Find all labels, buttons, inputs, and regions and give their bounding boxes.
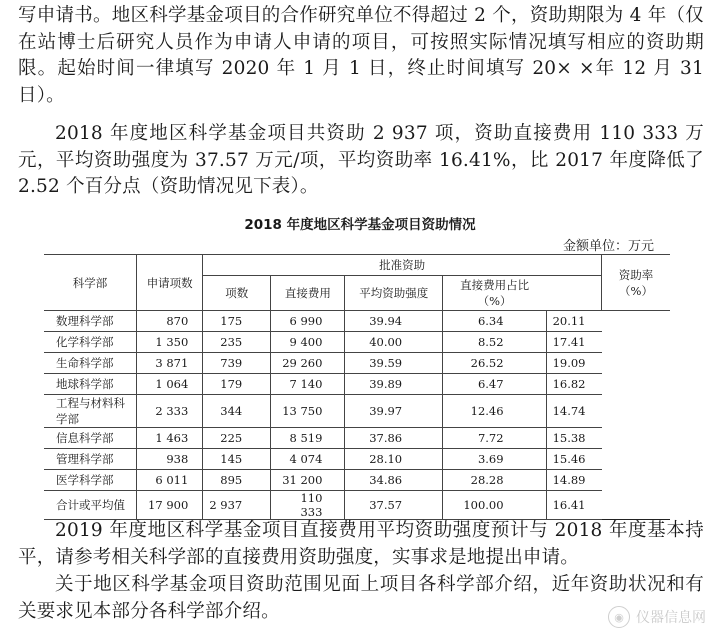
cell-count: 179 (203, 374, 271, 395)
watermark (608, 606, 706, 628)
cell-direct-funding: 29 260 (271, 353, 345, 374)
instrument-logo-icon: ◉ (608, 606, 630, 628)
cell-applications: 2 333 (137, 395, 203, 428)
header-applications: 申请项数 (137, 255, 203, 311)
table-title: 2018 年度地区科学基金项目资助情况 (244, 217, 476, 233)
intro-paragraph-continuation: 写申请书。地区科学基金项目的合作研究单位不得超过 2 个，资助期限为 4 年（仅在站博士后研究人员作为申请人申请的项目，可按照实际情况填写相应的资助期限。起始时间一律填写 2020 年 1 月 1 日，终止时间填写 20× ×年 12 月 31 日）。 (18, 5, 704, 106)
cell-applications: 3 871 (137, 353, 203, 374)
cell-department: 生命科学部 (44, 353, 137, 374)
cell-direct-funding: 4 074 (271, 449, 345, 470)
header-share-line2: （%） (477, 294, 512, 308)
cell-rate: 16.41 (546, 491, 601, 520)
cell-department: 地球科学部 (44, 374, 137, 395)
cell-rate: 19.09 (546, 353, 601, 374)
header-rate (602, 255, 671, 311)
outlook-paragraph: 2019 年度地区科学基金项目直接费用平均资助强度预计与 2018 年度基本持平，请参考相关科学部的直接费用资助强度，实事求是地提出申请。 (18, 520, 704, 568)
cell-department: 管理科学部 (44, 449, 137, 470)
cell-applications: 6 011 (137, 470, 203, 491)
cell-rate: 15.38 (546, 428, 601, 449)
cell-share: 8.52 (443, 332, 546, 353)
cell-count: 895 (203, 470, 271, 491)
table-row (44, 374, 670, 395)
watermark-text: 仪器信息网 (636, 610, 706, 626)
cell-share: 7.72 (443, 428, 546, 449)
cell-department: 化学科学部 (44, 332, 137, 353)
cell-applications: 938 (137, 449, 203, 470)
funding-summary-paragraph: 2018 年度地区科学基金项目共资助 2 937 项，资助直接费用 110 333 万元，平均资助强度为 37.57 万元/项，平均资助率 16.41%，比 2017 年度降低了 2.52 个百分点（资助情况见下表）。 (18, 123, 704, 197)
header-rate-line2: （%） (619, 283, 653, 298)
cell-count: 2 937 (203, 491, 271, 520)
cell-applications: 870 (137, 311, 203, 332)
cell-count: 175 (203, 311, 271, 332)
scope-paragraph: 关于地区科学基金项目资助范围见面上项目各科学部介绍，近年资助状况和有关要求见本部分各科学部介绍。 (18, 574, 704, 622)
cell-avg-intensity: 39.94 (345, 311, 443, 332)
cell-direct-funding: 13 750 (271, 395, 345, 428)
cell-rate: 14.74 (546, 395, 601, 428)
cell-rate: 20.11 (546, 311, 601, 332)
table-row (44, 470, 670, 491)
table-row (44, 311, 670, 332)
cell-department: 合计或平均值 (44, 491, 137, 520)
header-share (443, 276, 546, 311)
cell-department: 医学科学部 (44, 470, 137, 491)
cell-avg-intensity: 34.86 (345, 470, 443, 491)
cell-department: 数理科学部 (44, 311, 137, 332)
cell-direct-funding: 110 333 (271, 491, 345, 520)
header-avg-intensity: 平均资助强度 (345, 276, 443, 311)
header-direct-funding: 直接费用 (271, 276, 345, 311)
cell-avg-intensity: 40.00 (345, 332, 443, 353)
cell-department: 信息科学部 (44, 428, 137, 449)
cell-avg-intensity: 39.97 (345, 395, 443, 428)
cell-department: 工程与材料科学部 (44, 395, 137, 428)
cell-applications: 1 463 (137, 428, 203, 449)
cell-direct-funding: 6 990 (271, 311, 345, 332)
header-approved-group: 批准资助 (203, 255, 602, 276)
cell-share: 28.28 (443, 470, 546, 491)
header-count: 项数 (203, 276, 271, 311)
cell-share: 3.69 (443, 449, 546, 470)
cell-count: 739 (203, 353, 271, 374)
cell-direct-funding: 7 140 (271, 374, 345, 395)
cell-avg-intensity: 37.86 (345, 428, 443, 449)
table-row (44, 353, 670, 374)
cell-share: 100.00 (443, 491, 546, 520)
cell-avg-intensity: 39.59 (345, 353, 443, 374)
cell-applications: 1 350 (137, 332, 203, 353)
funding-table (44, 254, 670, 520)
cell-direct-funding: 8 519 (271, 428, 345, 449)
cell-rate: 17.41 (546, 332, 601, 353)
cell-share: 26.52 (443, 353, 546, 374)
header-rate-line1: 资助率 (618, 267, 654, 282)
cell-count: 145 (203, 449, 271, 470)
cell-share: 12.46 (443, 395, 546, 428)
cell-avg-intensity: 37.57 (345, 491, 443, 520)
table-row (44, 491, 670, 520)
header-share-line1: 直接费用占比 (460, 278, 530, 292)
cell-direct-funding: 9 400 (271, 332, 345, 353)
cell-count: 235 (203, 332, 271, 353)
cell-rate: 15.46 (546, 449, 601, 470)
table-row (44, 428, 670, 449)
cell-rate: 16.82 (546, 374, 601, 395)
cell-share: 6.34 (443, 311, 546, 332)
table-row (44, 332, 670, 353)
cell-share: 6.47 (443, 374, 546, 395)
cell-count: 225 (203, 428, 271, 449)
table-row (44, 395, 670, 428)
cell-rate: 14.89 (546, 470, 601, 491)
cell-applications: 1 064 (137, 374, 203, 395)
cell-avg-intensity: 39.89 (345, 374, 443, 395)
cell-count: 344 (203, 395, 271, 428)
table-unit-note: 金额单位：万元 (562, 239, 654, 254)
table-row (44, 449, 670, 470)
header-department: 科学部 (44, 255, 137, 311)
cell-avg-intensity: 28.10 (345, 449, 443, 470)
cell-applications: 17 900 (137, 491, 203, 520)
cell-direct-funding: 31 200 (271, 470, 345, 491)
